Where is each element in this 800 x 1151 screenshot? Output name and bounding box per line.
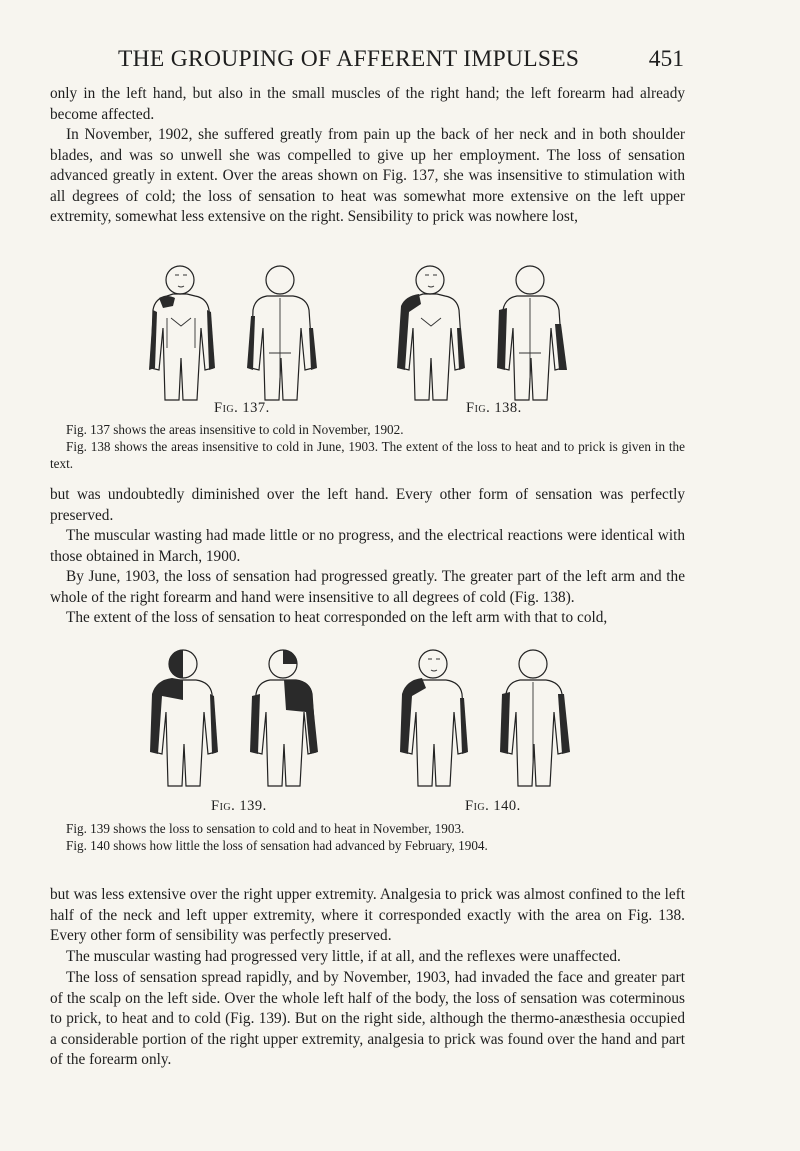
paragraph: The loss of sensation spread rapidly, and by November, 1903, had invaded the face and greater part of the scalp on the left side. Over the whole left half of the body, the loss of sensation was coterminous to prick, to heat and to cold (Fig. 139). But on the right side, although the thermo-anæsthesia occupied a considerable portion of the right upper extremity, analgesia to prick was found over the hand and part of the forearm only. [50,969,685,1068]
paragraph: only in the left hand, but also in the small muscles of the right hand; the left forearm had already become affected. [50,85,685,123]
paragraph: The muscular wasting had made little or no progress, and the electrical reactions were identical with those obtained in March, 1900. [50,527,685,565]
fig138-front [397,266,465,400]
paragraph: The muscular wasting had progressed very little, if at all, and the reflexes were unaffected. [66,948,621,965]
fig139-front [150,650,218,786]
figure-137-138 [145,258,625,403]
running-header [118,46,684,78]
figure-label: Fig. 138. [466,400,522,416]
paragraph: but was less extensive over the right upper extremity. Analgesia to prick was almost confined to the left half of the neck and left upper extremity, where it corresponded exactly with the area on Fig. 138. Every other form of sensibility was perfectly preserved. [50,886,685,944]
figure-label: Fig. 140. [465,798,521,814]
figure-caption: Fig. 140 shows how little the loss of sensation had advanced by February, 1904. [66,838,488,853]
figure-139-140 [148,640,628,790]
fig137-front [149,266,215,400]
running-title: THE GROUPING OF AFFERENT IMPULSES [118,46,580,72]
fig140-back [500,650,570,786]
paragraph: but was undoubtedly diminished over the left hand. Every other form of sensation was perfectly preserved. [50,486,685,524]
figure-caption: Fig. 137 shows the areas insensitive to cold in November, 1902. [66,422,404,437]
fig140-front [400,650,468,786]
paragraph: In November, 1902, she suffered greatly from pain up the back of her neck and in both shoulder blades, and was so unwell she was compelled to give up her employment. The loss of sensation advanced greatly in extent. Over the areas shown on Fig. 137, she was insensitive to stimulation with all degrees of cold; the loss of sensation to heat was somewhat more extensive on the left upper extremity, somewhat less extensive on the right. Sensibility to prick was nowhere lost, [50,126,685,225]
paragraph: The extent of the loss of sensation to heat corresponded on the left arm with that to cold, [66,609,608,626]
figure-caption: Fig. 138 shows the areas insensitive to cold in June, 1903. The extent of the loss to heat and to prick is given in the text. [50,439,685,471]
page-number: 451 [648,46,684,72]
figure-label: Fig. 137. [214,400,270,416]
figure-caption: Fig. 139 shows the loss to sensation to cold and to heat in November, 1903. [66,821,465,836]
fig139-back [250,650,318,786]
paragraph: By June, 1903, the loss of sensation had progressed greatly. The greater part of the left arm and the whole of the right forearm and hand were insensitive to all degrees of cold (Fig. 138). [50,568,685,606]
figure-label: Fig. 139. [211,798,267,814]
fig138-back [497,266,567,400]
fig137-back [247,266,317,400]
